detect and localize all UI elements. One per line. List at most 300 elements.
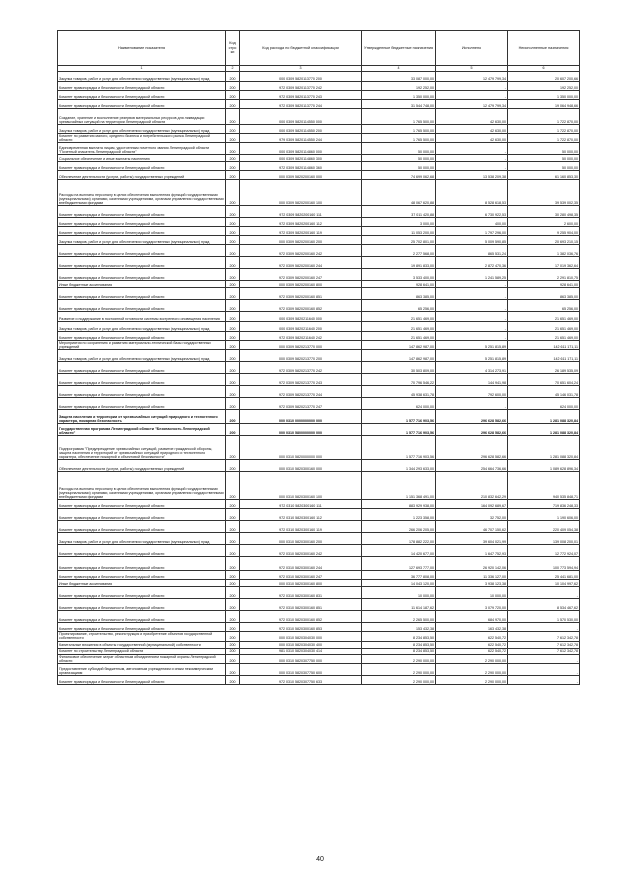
table-row: [58, 134, 580, 143]
table-row: [58, 269, 580, 281]
executed-amount-cell: 42 630,00: [436, 109, 508, 125]
executed-amount-cell: -: [436, 398, 508, 410]
unexecuted-amount-cell: 192 252,00: [508, 82, 580, 91]
approved-amount-cell: 21 651 469,00: [362, 312, 436, 322]
unexecuted-amount-cell: 65 256,00: [508, 300, 580, 312]
unexecuted-amount-cell: 70 651 604,24: [508, 374, 580, 386]
executed-amount-cell: 254 664 736,66: [436, 460, 508, 472]
unexecuted-amount-cell: 1 722 870,00: [508, 125, 580, 134]
unexecuted-amount-cell: 45 146 031,78: [508, 386, 580, 398]
unexecuted-amount-cell: 1 570 530,00: [508, 611, 580, 623]
executed-amount-cell: 163 432,38: [436, 623, 508, 632]
approved-amount-cell: 1 577 716 903,56: [362, 436, 436, 460]
approved-amount-cell: 2 290 000,00: [362, 663, 436, 675]
budget-code-cell: 972 0310 5820300160 247: [240, 571, 362, 580]
budget-code-cell: 972 0309 5820200160 119: [240, 227, 362, 236]
executed-amount-cell: 144 941,98: [436, 374, 508, 386]
unexecuted-amount-cell: 21 651 469,00: [508, 332, 580, 341]
table-row: [58, 533, 580, 545]
budget-code-cell: 972 0310 5820300160 119: [240, 521, 362, 533]
budget-execution-table: [57, 30, 580, 685]
executed-amount-cell: 11 336 127,00: [436, 571, 508, 580]
budget-code-cell: 972 0309 5820200160 111: [240, 206, 362, 218]
indicator-name-cell: Закупка товаров, работ и услуг для обеспечения государственных (муниципальных) нужд: [58, 533, 226, 545]
budget-code-cell: 000 0309 5820213770 200: [240, 350, 362, 362]
executed-amount-cell: 400,00: [436, 218, 508, 227]
approved-amount-cell: 2 277 568,00: [362, 245, 436, 257]
unexecuted-amount-cell: 2 291 810,75: [508, 269, 580, 281]
unexecuted-amount-cell: 719 836 248,33: [508, 500, 580, 509]
budget-code-cell: 000 0309 5820113770 200: [240, 72, 362, 82]
budget-code-cell: 000 0309 5820114860 000: [240, 143, 362, 155]
executed-amount-cell: -: [436, 155, 508, 162]
executed-amount-cell: 26 920 142,06: [436, 557, 508, 571]
approved-amount-cell: 36 777 808,00: [362, 571, 436, 580]
approved-amount-cell: 8 234 853,50: [362, 632, 436, 641]
budget-code-cell: 972 0310 5820300160 852: [240, 611, 362, 623]
budget-code-cell: 972 0309 5820211640 242: [240, 332, 362, 341]
unexecuted-amount-cell: 624 000,00: [508, 398, 580, 410]
budget-code-cell: 000 0310 5820300160 100: [240, 472, 362, 500]
line-code-cell: 200: [226, 82, 240, 91]
line-code-cell: 200: [226, 509, 240, 521]
header-unexecuted: Неисполненные назначения: [508, 31, 580, 66]
unexecuted-amount-cell: 940 535 848,71: [508, 472, 580, 500]
table-row: [58, 632, 580, 641]
unexecuted-amount-cell: 1 281 088 320,84: [508, 410, 580, 424]
table-row: [58, 236, 580, 245]
budget-code-cell: 972 0309 5820200160 242: [240, 245, 362, 257]
budget-code-cell: 972 0310 5820300160 242: [240, 545, 362, 557]
executed-amount-cell: 39 604 021,99: [436, 533, 508, 545]
indicator-name-cell: Комитет правопорядка и безопасности Ленинградской области: [58, 206, 226, 218]
approved-amount-cell: 33 087 000,00: [362, 72, 436, 82]
unexecuted-amount-cell: 50 000,00: [508, 155, 580, 162]
approved-amount-cell: 1 223 358,00: [362, 509, 436, 521]
executed-amount-cell: -: [436, 312, 508, 322]
header-name: Наименование показателя: [58, 31, 226, 66]
line-code-cell: 200: [226, 162, 240, 171]
unexecuted-amount-cell: 142 611 171,11: [508, 341, 580, 350]
approved-amount-cell: 147 862 987,00: [362, 350, 436, 362]
line-code-cell: 200: [226, 341, 240, 350]
indicator-name-cell: Комитет правопорядка и безопасности Ленинградской области: [58, 398, 226, 410]
executed-amount-cell: 622 540,72: [436, 632, 508, 641]
executed-amount-cell: 46 707 150,62: [436, 521, 508, 533]
approved-amount-cell: 50 000,00: [362, 162, 436, 171]
indicator-name-cell: Комитет правопорядка и безопасности Ленинградской области: [58, 509, 226, 521]
unexecuted-amount-cell: 1 350 000,00: [508, 91, 580, 100]
approved-amount-cell: 178 882 222,00: [362, 533, 436, 545]
executed-amount-cell: 42 630,00: [436, 134, 508, 143]
approved-amount-cell: 1 765 500,00: [362, 109, 436, 125]
budget-code-cell: 000 0309 5820211640 200: [240, 322, 362, 332]
unexecuted-amount-cell: 20 607 200,66: [508, 72, 580, 82]
indicator-name-cell: Комитет правопорядка и безопасности Ленинградской области: [58, 91, 226, 100]
indicator-name-cell: Комитет правопорядка и безопасности Ленинградской области: [58, 269, 226, 281]
indicator-name-cell: Комитет правопорядка и безопасности Ленинградской области: [58, 218, 226, 227]
approved-amount-cell: 19 891 833,00: [362, 257, 436, 269]
unexecuted-amount-cell: 39 539 002,35: [508, 180, 580, 206]
indicator-name-cell: Комитет по развитию малого, среднего бизнеса и потребительского рынка Ленинградской области: [58, 134, 226, 143]
table-row: [58, 143, 580, 155]
indicator-name-cell: Единовременная выплата лицам, удостоенным почетного звания Ленинградской области "Почетный спасатель Ленинградской области": [58, 143, 226, 155]
budget-code-cell: 972 0309 5820200160 247: [240, 269, 362, 281]
approved-amount-cell: 50 000,00: [362, 155, 436, 162]
unexecuted-amount-cell: 1 722 870,00: [508, 109, 580, 125]
line-code-cell: 200: [226, 125, 240, 134]
indicator-name-cell: Комитет правопорядка и безопасности Ленинградской области: [58, 557, 226, 571]
budget-code-cell: 972 0310 5820300160 244: [240, 557, 362, 571]
approved-amount-cell: 147 862 987,00: [362, 341, 436, 350]
indicator-name-cell: Закупка товаров, работ и услуг для обеспечения государственных (муниципальных) нужд: [58, 350, 226, 362]
table-row: [58, 171, 580, 180]
unexecuted-amount-cell: 17 019 362,64: [508, 257, 580, 269]
table-row: [58, 100, 580, 109]
approved-amount-cell: 1 350 000,00: [362, 91, 436, 100]
line-code-cell: 200: [226, 100, 240, 109]
unexecuted-amount-cell: 100 773 594,94: [508, 557, 580, 571]
table-row: [58, 648, 580, 654]
unexecuted-amount-cell: 8 534 467,62: [508, 599, 580, 611]
indicator-name-cell: Создание, хранение и восполнение резервов материальных ресурсов для ликвидации чрезвычайных ситуаций на территории Ленинградской области: [58, 109, 226, 125]
unexecuted-amount-cell: 142 611 171,11: [508, 350, 580, 362]
unexecuted-amount-cell: -: [508, 654, 580, 663]
column-number: 3: [240, 66, 362, 72]
table-row: [58, 227, 580, 236]
line-code-cell: 200: [226, 362, 240, 374]
approved-amount-cell: 25 702 801,00: [362, 236, 436, 245]
indicator-name-cell: Комитет правопорядка и безопасности Ленинградской области: [58, 100, 226, 109]
approved-amount-cell: 30 503 809,00: [362, 362, 436, 374]
unexecuted-amount-cell: 220 409 054,38: [508, 521, 580, 533]
table-row: [58, 641, 580, 648]
line-code-cell: 200: [226, 236, 240, 245]
executed-amount-cell: 1 241 589,25: [436, 269, 508, 281]
table-header-row: [58, 31, 580, 66]
line-code-cell: 200: [226, 580, 240, 587]
budget-code-cell: 000 0310 5820300160 200: [240, 533, 362, 545]
unexecuted-amount-cell: 139 008 200,01: [508, 533, 580, 545]
line-code-cell: 200: [226, 410, 240, 424]
indicator-name-cell: Комитет правопорядка и безопасности Ленинградской области: [58, 571, 226, 580]
table-row: [58, 599, 580, 611]
executed-amount-cell: 622 540,72: [436, 648, 508, 654]
unexecuted-amount-cell: 10 104 997,62: [508, 580, 580, 587]
budget-code-cell: 981 0310 5820304030 414: [240, 648, 362, 654]
executed-amount-cell: 6 730 922,53: [436, 206, 508, 218]
approved-amount-cell: 11 614 187,62: [362, 599, 436, 611]
indicator-name-cell: Закупка товаров, работ и услуг для обеспечения государственных (муниципальных) нужд: [58, 236, 226, 245]
indicator-name-cell: Комитет правопорядка и безопасности Ленинградской области: [58, 332, 226, 341]
approved-amount-cell: 14 043 120,00: [362, 580, 436, 587]
line-code-cell: 200: [226, 109, 240, 125]
approved-amount-cell: 45 938 631,78: [362, 386, 436, 398]
executed-amount-cell: -: [436, 300, 508, 312]
indicator-name-cell: Комитет правопорядка и безопасности Ленинградской области: [58, 611, 226, 623]
budget-code-cell: 000 0310 5820300160 000: [240, 460, 362, 472]
approved-amount-cell: 70 796 546,22: [362, 374, 436, 386]
table-row: [58, 288, 580, 300]
indicator-name-cell: Комитет правопорядка и безопасности Ленинградской области: [58, 623, 226, 632]
unexecuted-amount-cell: 26 189 535,09: [508, 362, 580, 374]
budget-code-cell: 000 0310 5820000000 000: [240, 436, 362, 460]
table-row: [58, 362, 580, 374]
indicator-name-cell: Комитет правопорядка и безопасности Ленинградской области: [58, 257, 226, 269]
executed-amount-cell: 684 970,00: [436, 611, 508, 623]
table-row: [58, 500, 580, 509]
budget-code-cell: 000 0310 5820307750 600: [240, 663, 362, 675]
line-code-cell: 200: [226, 632, 240, 641]
unexecuted-amount-cell: 7 612 342,78: [508, 641, 580, 648]
unexecuted-amount-cell: 20 693 210,15: [508, 236, 580, 245]
table-row: [58, 623, 580, 632]
indicator-name-cell: Комитет правопорядка и безопасности Ленинградской области: [58, 545, 226, 557]
table-row: [58, 472, 580, 500]
budget-code-cell: 979 0309 5820114550 244: [240, 134, 362, 143]
indicator-name-cell: Расходы на выплаты персоналу в целях обеспечения выполнения функций государственными (муниципальными) органами, казенными учреждениями, органами управления государственными внебюджетными фондами: [58, 472, 226, 500]
executed-amount-cell: 5 251 815,89: [436, 341, 508, 350]
line-code-cell: 200: [226, 641, 240, 648]
executed-amount-cell: 1 647 752,93: [436, 545, 508, 557]
unexecuted-amount-cell: 1 382 036,76: [508, 245, 580, 257]
indicator-name-cell: Комитет по строительству Ленинградской области: [58, 648, 226, 654]
budget-code-cell: 000 0310 0000000000 000: [240, 410, 362, 424]
table-row: [58, 545, 580, 557]
indicator-name-cell: Обеспечение деятельности (услуги, работы) государственных учреждений: [58, 171, 226, 180]
column-number: 2: [226, 66, 240, 72]
approved-amount-cell: 65 256,00: [362, 300, 436, 312]
budget-code-cell: 972 0309 5820200160 852: [240, 300, 362, 312]
line-code-cell: 200: [226, 460, 240, 472]
unexecuted-amount-cell: -: [508, 623, 580, 632]
table-row: [58, 72, 580, 82]
budget-code-cell: 972 0310 5820307750 633: [240, 675, 362, 684]
unexecuted-amount-cell: 1 281 088 320,84: [508, 424, 580, 436]
approved-amount-cell: 153 432,38: [362, 623, 436, 632]
unexecuted-amount-cell: 7 612 342,78: [508, 648, 580, 654]
table-row: [58, 611, 580, 623]
line-code-cell: 200: [226, 91, 240, 100]
header-budget-code: Код расхода по бюджетной классификации: [240, 31, 362, 66]
budget-code-cell: 000 0309 5820114550 000: [240, 109, 362, 125]
indicator-name-cell: Комитет правопорядка и безопасности Ленинградской области: [58, 227, 226, 236]
table-row: [58, 424, 580, 436]
indicator-name-cell: Государственная программа Ленинградской области "Безопасность Ленинградской области": [58, 424, 226, 436]
unexecuted-amount-cell: 30 280 498,35: [508, 206, 580, 218]
indicator-name-cell: Закупка товаров, работ и услуг для обеспечения государственных (муниципальных) нужд: [58, 125, 226, 134]
table-row: [58, 509, 580, 521]
table-row: [58, 245, 580, 257]
line-code-cell: 200: [226, 143, 240, 155]
line-code-cell: 200: [226, 288, 240, 300]
executed-amount-cell: 2 872 470,36: [436, 257, 508, 269]
indicator-name-cell: Проектирование, строительство, реконструкция и приобретение объектов государственной собственности: [58, 632, 226, 641]
approved-amount-cell: 1 344 293 633,00: [362, 460, 436, 472]
unexecuted-amount-cell: 50 000,00: [508, 162, 580, 171]
indicator-name-cell: Финансовое обеспечение затрат областным объединением пожарной охраны Ленинградской области: [58, 654, 226, 663]
budget-code-cell: 972 0310 5820300160 112: [240, 509, 362, 521]
line-code-cell: 200: [226, 269, 240, 281]
unexecuted-amount-cell: 1 089 628 896,34: [508, 460, 580, 472]
approved-amount-cell: 928 641,00: [362, 281, 436, 288]
executed-amount-cell: -: [436, 332, 508, 341]
table-row: [58, 206, 580, 218]
line-code-cell: 200: [226, 322, 240, 332]
approved-amount-cell: 10 000,00: [362, 587, 436, 599]
indicator-name-cell: Расходы на выплаты персоналу в целях обеспечения выполнения функций государственными (муниципальными) органами, казенными учреждениями, органами управления государственными внебюджетными фондами: [58, 180, 226, 206]
indicator-name-cell: Мероприятия по сохранению и развитию материально-технической базы государственных учреждений: [58, 341, 226, 350]
indicator-name-cell: Комитет правопорядка и безопасности Ленинградской области: [58, 82, 226, 91]
indicator-name-cell: Обеспечение деятельности (услуги, работы) государственных учреждений: [58, 460, 226, 472]
executed-amount-cell: -: [436, 82, 508, 91]
approved-amount-cell: 14 420 677,00: [362, 545, 436, 557]
indicator-name-cell: Комитет правопорядка и безопасности Ленинградской области: [58, 521, 226, 533]
table-row: [58, 350, 580, 362]
budget-code-cell: 000 0310 5820307750 000: [240, 654, 362, 663]
table-row: [58, 300, 580, 312]
executed-amount-cell: -: [436, 281, 508, 288]
executed-amount-cell: -: [436, 288, 508, 300]
table-row: [58, 675, 580, 684]
line-code-cell: 200: [226, 281, 240, 288]
line-code-cell: 200: [226, 171, 240, 180]
executed-amount-cell: 164 092 689,67: [436, 500, 508, 509]
table-row: [58, 398, 580, 410]
executed-amount-cell: 296 628 582,66: [436, 410, 508, 424]
line-code-cell: 200: [226, 533, 240, 545]
unexecuted-amount-cell: 863 385,00: [508, 288, 580, 300]
line-code-cell: 200: [226, 654, 240, 663]
executed-amount-cell: 3 938 123,38: [436, 580, 508, 587]
budget-code-cell: 000 0309 5820200160 100: [240, 180, 362, 206]
budget-code-cell: 000 0309 5820200160 800: [240, 281, 362, 288]
indicator-name-cell: Предоставление субсидий бюджетным, автономным учреждениям и иным некоммерческим организациям: [58, 663, 226, 675]
approved-amount-cell: 74 699 062,68: [362, 171, 436, 180]
line-code-cell: 200: [226, 332, 240, 341]
executed-amount-cell: 2 290 000,00: [436, 663, 508, 675]
budget-code-cell: 972 0309 5820200160 851: [240, 288, 362, 300]
unexecuted-amount-cell: 9 255 904,00: [508, 227, 580, 236]
line-code-cell: 200: [226, 599, 240, 611]
table-row: [58, 125, 580, 134]
table-row: [58, 109, 580, 125]
line-code-cell: 200: [226, 398, 240, 410]
executed-amount-cell: 2 290 000,00: [436, 675, 508, 684]
table-row: [58, 587, 580, 599]
line-code-cell: 200: [226, 206, 240, 218]
unexecuted-amount-cell: -: [508, 663, 580, 675]
indicator-name-cell: Защита населения и территории от чрезвычайных ситуаций природного и техногенного характера, пожарная безопасность: [58, 410, 226, 424]
table-row: [58, 460, 580, 472]
approved-amount-cell: 3 533 400,00: [362, 269, 436, 281]
approved-amount-cell: 1 577 716 903,56: [362, 424, 436, 436]
unexecuted-amount-cell: 61 160 853,30: [508, 171, 580, 180]
indicator-name-cell: Комитет правопорядка и безопасности Ленинградской области: [58, 386, 226, 398]
table-row: [58, 410, 580, 424]
table-row: [58, 341, 580, 350]
table-row: [58, 436, 580, 460]
line-code-cell: 200: [226, 623, 240, 632]
indicator-name-cell: Комитет правопорядка и безопасности Ленинградской области: [58, 245, 226, 257]
line-code-cell: 200: [226, 675, 240, 684]
unexecuted-amount-cell: 1 281 088 320,84: [508, 436, 580, 460]
line-code-cell: 200: [226, 134, 240, 143]
line-code-cell: 200: [226, 557, 240, 571]
executed-amount-cell: 2 290 000,00: [436, 654, 508, 663]
budget-code-cell: 000 0309 5820114550 200: [240, 125, 362, 134]
line-code-cell: 200: [226, 424, 240, 436]
line-code-cell: 200: [226, 436, 240, 460]
approved-amount-cell: 11 053 200,00: [362, 227, 436, 236]
header-executed: Исполнено: [436, 31, 508, 66]
unexecuted-amount-cell: 12 772 924,07: [508, 545, 580, 557]
budget-code-cell: 000 0309 5820211640 000: [240, 312, 362, 322]
budget-code-cell: 972 0309 5820213770 247: [240, 398, 362, 410]
line-code-cell: 200: [226, 300, 240, 312]
line-code-cell: 200: [226, 472, 240, 500]
table-row: [58, 571, 580, 580]
executed-amount-cell: -: [436, 322, 508, 332]
approved-amount-cell: 192 252,00: [362, 82, 436, 91]
line-code-cell: 200: [226, 257, 240, 269]
table-row: [58, 322, 580, 332]
approved-amount-cell: 3 000,00: [362, 218, 436, 227]
executed-amount-cell: 12 479 799,34: [436, 100, 508, 109]
approved-amount-cell: 2 265 500,00: [362, 611, 436, 623]
line-code-cell: 200: [226, 500, 240, 509]
line-code-cell: 200: [226, 571, 240, 580]
executed-amount-cell: 3 079 720,00: [436, 599, 508, 611]
indicator-name-cell: Комитет правопорядка и безопасности Ленинградской области: [58, 288, 226, 300]
line-code-cell: 200: [226, 587, 240, 599]
indicator-name-cell: Комитет правопорядка и безопасности Ленинградской области: [58, 374, 226, 386]
executed-amount-cell: 296 628 582,66: [436, 424, 508, 436]
approved-amount-cell: 1 577 716 903,56: [362, 410, 436, 424]
executed-amount-cell: 792 600,00: [436, 386, 508, 398]
line-code-cell: 200: [226, 245, 240, 257]
budget-code-cell: 972 0309 5820114860 360: [240, 162, 362, 171]
approved-amount-cell: 48 067 620,88: [362, 180, 436, 206]
approved-amount-cell: 883 929 938,00: [362, 500, 436, 509]
budget-code-cell: 972 0310 5820300160 851: [240, 599, 362, 611]
indicator-name-cell: Комитет правопорядка и безопасности Ленинградской области: [58, 587, 226, 599]
approved-amount-cell: 8 234 853,50: [362, 648, 436, 654]
indicator-name-cell: Подпрограмма "Предупреждение чрезвычайных ситуаций, развитие гражданской обороны, защита населения и территорий от чрезвычайных ситуаций природного и техногенного характера, обеспечение пожарной и объектовой безопасности": [58, 436, 226, 460]
approved-amount-cell: 624 000,00: [362, 398, 436, 410]
table-row: [58, 155, 580, 162]
table-row: [58, 91, 580, 100]
line-code-cell: 200: [226, 611, 240, 623]
approved-amount-cell: 31 544 748,00: [362, 100, 436, 109]
table-row: [58, 374, 580, 386]
budget-code-cell: 000 0309 5820114860 300: [240, 155, 362, 162]
line-code-cell: 200: [226, 386, 240, 398]
unexecuted-amount-cell: 25 441 681,00: [508, 571, 580, 580]
executed-amount-cell: 296 628 582,66: [436, 436, 508, 460]
executed-amount-cell: -: [436, 91, 508, 100]
line-code-cell: 200: [226, 312, 240, 322]
line-code-cell: 200: [226, 545, 240, 557]
table-row: [58, 654, 580, 663]
indicator-name-cell: Иные бюджетные ассигнования: [58, 580, 226, 587]
approved-amount-cell: 50 000,00: [362, 143, 436, 155]
table-row: [58, 218, 580, 227]
unexecuted-amount-cell: 928 641,00: [508, 281, 580, 288]
executed-amount-cell: 210 832 642,29: [436, 472, 508, 500]
header-approved: Утвержденные бюджетные назначения: [362, 31, 436, 66]
budget-code-cell: 972 0309 5820213770 242: [240, 362, 362, 374]
